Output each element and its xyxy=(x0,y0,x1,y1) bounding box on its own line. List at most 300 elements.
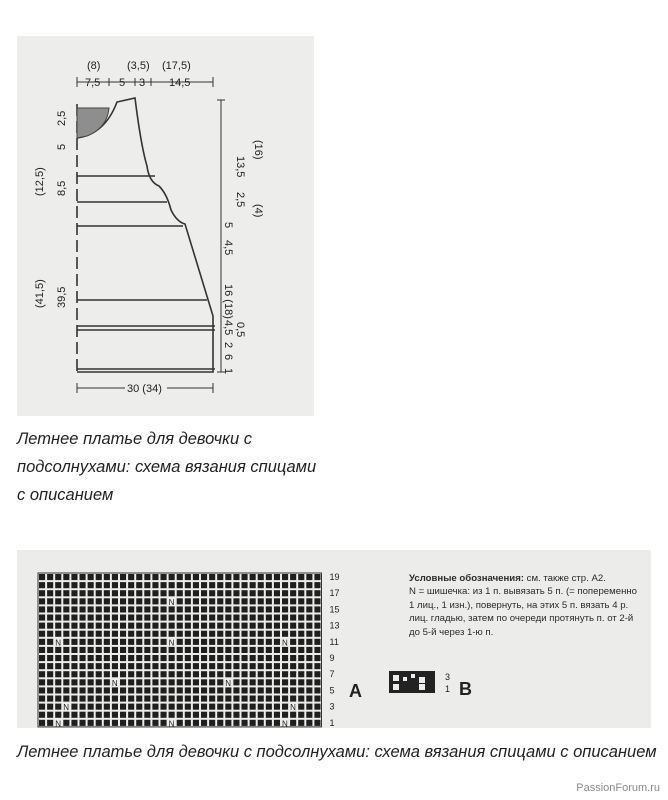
stitch-cell xyxy=(298,590,304,596)
stitch-cell xyxy=(306,631,312,637)
stitch-cell xyxy=(258,647,264,653)
stitch-cell xyxy=(80,663,86,669)
stitch-cell xyxy=(120,671,126,677)
stitch-cell xyxy=(177,590,183,596)
stitch-cell xyxy=(169,712,175,718)
stitch-cell xyxy=(71,696,77,702)
stitch-cell xyxy=(201,720,207,726)
legend-text: N = шишечка: из 1 п. вывязать 5 п. (= попеременно 1 лиц., 1 изн.), повернуть, на этих 5 п. вязать 4 р. лиц. гладью, затем по очереди протянуть п. от 2-й до 5-й через 1-ю п. xyxy=(409,586,637,638)
stitch-cell xyxy=(39,598,45,604)
stitch-cell xyxy=(274,663,280,669)
stitch-cell xyxy=(71,647,77,653)
stitch-cell xyxy=(314,598,320,604)
stitch-cell xyxy=(225,712,231,718)
bobble-symbol: N xyxy=(282,638,288,648)
stitch-cell xyxy=(282,631,288,637)
stitch-cell xyxy=(80,712,86,718)
stitch-cell xyxy=(306,679,312,685)
stitch-cell xyxy=(120,582,126,588)
stitch-cell xyxy=(233,574,239,580)
stitch-cell xyxy=(250,631,256,637)
stitch-cell xyxy=(144,615,150,621)
stitch-cell xyxy=(169,696,175,702)
stitch-cell xyxy=(185,655,191,661)
stitch-cell xyxy=(112,582,118,588)
stitch-cell xyxy=(306,696,312,702)
watermark: PassionForum.ru xyxy=(576,782,660,794)
stitch-cell xyxy=(225,623,231,629)
stitch-cell xyxy=(47,687,53,693)
stitch-cell xyxy=(306,720,312,726)
stitch-cell xyxy=(47,712,53,718)
stitch-cell xyxy=(161,704,167,710)
stitch-cell xyxy=(63,590,69,596)
stitch-cell xyxy=(88,615,94,621)
stitch-cell xyxy=(274,720,280,726)
stitch-cell xyxy=(47,671,53,677)
stitch-cell xyxy=(88,655,94,661)
stitch-cell xyxy=(169,671,175,677)
stitch-cell xyxy=(120,615,126,621)
stitch-cell xyxy=(80,655,86,661)
bobble-symbol: N xyxy=(282,719,288,728)
stitch-cell xyxy=(185,631,191,637)
stitch-cell xyxy=(290,631,296,637)
stitch-cell xyxy=(120,590,126,596)
stitch-cell xyxy=(144,704,150,710)
stitch-cell xyxy=(185,590,191,596)
stitch-cell xyxy=(185,712,191,718)
stitch-cell xyxy=(274,679,280,685)
stitch-cell xyxy=(233,655,239,661)
stitch-cell xyxy=(120,687,126,693)
stitch-cell xyxy=(152,582,158,588)
stitch-cell xyxy=(298,696,304,702)
stitch-cell xyxy=(128,606,134,612)
stitch-cell xyxy=(128,696,134,702)
stitch-cell xyxy=(185,574,191,580)
stitch-cell xyxy=(193,655,199,661)
stitch-cell xyxy=(242,582,248,588)
stitch-cell xyxy=(177,720,183,726)
stitch-cell xyxy=(88,623,94,629)
row-number: 3 xyxy=(329,701,335,712)
stitch-cell xyxy=(161,647,167,653)
stitch-cell xyxy=(185,623,191,629)
stitch-cell xyxy=(290,720,296,726)
stitch-cell xyxy=(88,687,94,693)
chart-b-row-3: 3 xyxy=(445,672,451,682)
stitch-cell xyxy=(274,631,280,637)
stitch-cell xyxy=(161,712,167,718)
bobble-symbol: N xyxy=(63,703,70,713)
stitch-cell xyxy=(242,663,248,669)
stitch-cell xyxy=(233,590,239,596)
stitch-cell xyxy=(282,663,288,669)
stitch-cell xyxy=(209,647,215,653)
stitch-cell xyxy=(120,631,126,637)
stitch-cell xyxy=(169,582,175,588)
stitch-cell xyxy=(39,720,45,726)
stitch-cell xyxy=(96,590,102,596)
stitch-cell xyxy=(55,671,61,677)
stitch-cell xyxy=(290,615,296,621)
stitch-cell xyxy=(242,606,248,612)
stitch-cell xyxy=(314,704,320,710)
bobble-symbol: N xyxy=(55,638,61,648)
stitch-cell xyxy=(217,623,223,629)
stitch-cell xyxy=(63,655,69,661)
stitch-cell xyxy=(177,574,183,580)
stitch-cell xyxy=(282,696,288,702)
stitch-cell xyxy=(250,704,256,710)
stitch-cell xyxy=(314,663,320,669)
stitch-cell xyxy=(217,704,223,710)
stitch-cell xyxy=(112,639,118,645)
stitch-cell xyxy=(217,671,223,677)
dress-schematic-svg xyxy=(17,36,314,416)
stitch-cell xyxy=(55,655,61,661)
stitch-cell xyxy=(152,720,158,726)
stitch-cell xyxy=(71,639,77,645)
stitch-cell xyxy=(96,671,102,677)
stitch-cell xyxy=(39,582,45,588)
stitch-cell xyxy=(266,704,272,710)
stitch-cell xyxy=(104,623,110,629)
stitch-cell xyxy=(104,574,110,580)
stitch-cell xyxy=(242,574,248,580)
stitch-cell xyxy=(128,615,134,621)
stitch-cell xyxy=(193,631,199,637)
stitch-cell xyxy=(177,639,183,645)
stitch-cell xyxy=(144,679,150,685)
bobble-symbol: N xyxy=(168,597,175,607)
stitch-cell xyxy=(225,647,231,653)
stitch-cell xyxy=(104,712,110,718)
stitch-cell xyxy=(306,671,312,677)
stitch-cell xyxy=(298,631,304,637)
stitch-cell xyxy=(185,720,191,726)
stitch-cell xyxy=(47,704,53,710)
bobble-symbol: N xyxy=(55,719,61,728)
stitch-cell xyxy=(217,574,223,580)
stitch-cell xyxy=(201,655,207,661)
stitch-cell xyxy=(161,590,167,596)
stitch-cell xyxy=(185,663,191,669)
stitch-cell xyxy=(39,696,45,702)
stitch-cell xyxy=(185,639,191,645)
stitch-cell xyxy=(233,712,239,718)
stitch-cell xyxy=(39,671,45,677)
stitch-cell xyxy=(152,590,158,596)
stitch-cell xyxy=(250,606,256,612)
stitch-cell xyxy=(136,663,142,669)
stitch-cell xyxy=(201,712,207,718)
stitch-cell xyxy=(185,696,191,702)
stitch-cell xyxy=(233,623,239,629)
stitch-cell xyxy=(201,679,207,685)
stitch-cell xyxy=(161,720,167,726)
left-label-upper-paren: (12,5) xyxy=(34,167,46,196)
stitch-cell xyxy=(274,615,280,621)
stitch-cell xyxy=(80,720,86,726)
top-label-paren-2: (3,5) xyxy=(127,60,150,72)
stitch-cell xyxy=(161,631,167,637)
stitch-cell xyxy=(201,696,207,702)
stitch-cell xyxy=(120,574,126,580)
stitch-cell xyxy=(266,590,272,596)
stitch-cell xyxy=(209,606,215,612)
stitch-cell xyxy=(266,696,272,702)
stitch-cell xyxy=(112,720,118,726)
dress-outline xyxy=(77,98,213,372)
stitch-cell xyxy=(242,712,248,718)
stitch-cell xyxy=(209,687,215,693)
stitch-cell xyxy=(274,590,280,596)
stitch-cell xyxy=(314,615,320,621)
stitch-cell xyxy=(217,598,223,604)
stitch-cell xyxy=(282,623,288,629)
stitch-cell xyxy=(314,679,320,685)
stitch-cell xyxy=(266,671,272,677)
stitch-cell xyxy=(136,623,142,629)
stitch-cell xyxy=(71,574,77,580)
right-label-top: 13,5 xyxy=(234,156,246,178)
stitch-cell xyxy=(298,720,304,726)
stitch-cell xyxy=(258,582,264,588)
stitch-cell xyxy=(266,712,272,718)
stitch-cell xyxy=(71,598,77,604)
stitch-cell xyxy=(88,582,94,588)
stitch-cell xyxy=(161,639,167,645)
stitch-cell xyxy=(120,696,126,702)
stitch-cell xyxy=(47,696,53,702)
stitch-cell xyxy=(242,639,248,645)
stitch-cell xyxy=(120,606,126,612)
stitch-cell xyxy=(128,631,134,637)
stitch-cell xyxy=(152,663,158,669)
stitch-cell xyxy=(47,606,53,612)
stitch-cell xyxy=(47,639,53,645)
stitch-cell xyxy=(71,623,77,629)
row-number: 9 xyxy=(329,653,335,663)
stitch-cell xyxy=(298,598,304,604)
stitch-cell xyxy=(177,582,183,588)
stitch-cell xyxy=(209,598,215,604)
stitch-cell xyxy=(233,663,239,669)
stitch-cell xyxy=(96,696,102,702)
stitch-cell xyxy=(112,687,118,693)
stitch-cell xyxy=(104,720,110,726)
row-number: 19 xyxy=(329,572,340,582)
bobble-symbol: N xyxy=(168,638,175,648)
stitch-cell xyxy=(63,720,69,726)
stitch-cell xyxy=(266,631,272,637)
stitch-cell xyxy=(217,663,223,669)
stitch-cell xyxy=(177,655,183,661)
stitch-cell xyxy=(152,704,158,710)
stitch-cell xyxy=(185,704,191,710)
stitch-cell xyxy=(96,615,102,621)
stitch-cell xyxy=(120,639,126,645)
stitch-cell xyxy=(55,623,61,629)
stitch-cell xyxy=(169,655,175,661)
stitch-cell xyxy=(306,582,312,588)
stitch-cell xyxy=(104,647,110,653)
stitch-cell xyxy=(128,663,134,669)
stitch-cell xyxy=(225,663,231,669)
left-label-top-a: 5 xyxy=(56,143,68,150)
stitch-cell xyxy=(71,704,77,710)
stitch-cell xyxy=(274,712,280,718)
stitch-cell xyxy=(128,655,134,661)
stitch-cell xyxy=(209,679,215,685)
stitch-cell xyxy=(177,671,183,677)
stitch-cell xyxy=(274,623,280,629)
stitch-cell xyxy=(96,663,102,669)
stitch-cell xyxy=(290,671,296,677)
stitch-cell xyxy=(96,598,102,604)
stitch-cell xyxy=(217,631,223,637)
stitch-cell xyxy=(250,712,256,718)
stitch-cell xyxy=(242,623,248,629)
stitch-cell xyxy=(144,598,150,604)
stitch-cell xyxy=(242,590,248,596)
stitch-cell xyxy=(290,590,296,596)
stitch-cell xyxy=(55,704,61,710)
stitch-cell xyxy=(47,720,53,726)
stitch-cell xyxy=(104,687,110,693)
right-label-six: 6 xyxy=(222,354,234,361)
stitch-cell xyxy=(290,687,296,693)
stitch-cell xyxy=(274,696,280,702)
stitch-cell xyxy=(112,574,118,580)
stitch-cell xyxy=(88,712,94,718)
stitch-cell xyxy=(193,720,199,726)
stitch-cell xyxy=(161,696,167,702)
stitch-cell xyxy=(233,631,239,637)
stitch-cell xyxy=(120,663,126,669)
stitch-cell xyxy=(47,598,53,604)
chart-grid xyxy=(38,573,322,728)
stitch-cell xyxy=(136,720,142,726)
stitch-cell xyxy=(104,631,110,637)
stitch-cell xyxy=(80,590,86,596)
stitch-cell xyxy=(282,679,288,685)
stitch-cell xyxy=(120,647,126,653)
stitch-cell xyxy=(193,712,199,718)
stitch-cell xyxy=(104,663,110,669)
stitch-cell xyxy=(233,598,239,604)
stitch-cell xyxy=(250,574,256,580)
stitch-cell xyxy=(169,679,175,685)
stitch-cell xyxy=(258,696,264,702)
stitch-cell xyxy=(39,606,45,612)
stitch-cell xyxy=(71,606,77,612)
stitch-cell xyxy=(209,574,215,580)
stitch-cell xyxy=(39,679,45,685)
stitch-cell xyxy=(258,631,264,637)
stitch-cell xyxy=(80,574,86,580)
stitch-cell xyxy=(298,574,304,580)
stitch-cell xyxy=(193,606,199,612)
row-number: 1 xyxy=(329,717,335,728)
stitch-cell xyxy=(314,696,320,702)
stitch-cell xyxy=(80,623,86,629)
stitch-cell xyxy=(112,606,118,612)
stitch-cell xyxy=(250,598,256,604)
stitch-cell xyxy=(39,639,45,645)
stitch-cell xyxy=(71,687,77,693)
stitch-cell xyxy=(55,615,61,621)
stitch-cell xyxy=(96,582,102,588)
stitch-cell xyxy=(209,623,215,629)
stitch-cell xyxy=(161,615,167,621)
stitch-cell xyxy=(128,639,134,645)
stitch-cell xyxy=(144,606,150,612)
right-label-mid: 2,5 xyxy=(234,192,246,208)
stitch-cell xyxy=(71,615,77,621)
stitch-cell xyxy=(314,720,320,726)
stitch-cell xyxy=(209,615,215,621)
stitch-cell xyxy=(80,615,86,621)
stitch-cell xyxy=(128,687,134,693)
stitch-cell xyxy=(63,687,69,693)
stitch-cell xyxy=(136,679,142,685)
stitch-cell xyxy=(152,712,158,718)
stitch-cell xyxy=(169,631,175,637)
stitch-cell xyxy=(306,574,312,580)
stitch-cell xyxy=(104,582,110,588)
stitch-cell xyxy=(144,696,150,702)
stitch-cell xyxy=(258,598,264,604)
stitch-cell xyxy=(233,582,239,588)
stitch-cell xyxy=(144,590,150,596)
stitch-cell xyxy=(209,582,215,588)
stitch-cell xyxy=(290,574,296,580)
stitch-cell xyxy=(71,582,77,588)
stitch-cell xyxy=(314,623,320,629)
stitch-cell xyxy=(55,606,61,612)
stitch-cell xyxy=(112,704,118,710)
stitch-cell xyxy=(144,655,150,661)
stitch-cell xyxy=(258,704,264,710)
stitch-cell xyxy=(282,590,288,596)
stitch-cell xyxy=(298,615,304,621)
top-label-seg1: 7,5 xyxy=(85,77,101,89)
stitch-cell xyxy=(250,687,256,693)
stitch-cell xyxy=(136,704,142,710)
stitch-cell xyxy=(282,598,288,604)
stitch-cell xyxy=(39,647,45,653)
stitch-cell xyxy=(266,615,272,621)
stitch-cell xyxy=(71,663,77,669)
stitch-cell xyxy=(71,631,77,637)
stitch-cell xyxy=(112,655,118,661)
stitch-cell xyxy=(266,655,272,661)
stitch-cell xyxy=(193,679,199,685)
top-label-seg4: 14,5 xyxy=(169,77,191,89)
stitch-cell xyxy=(128,671,134,677)
stitch-cell xyxy=(225,631,231,637)
stitch-cell xyxy=(128,712,134,718)
stitch-cell xyxy=(258,720,264,726)
stitch-cell xyxy=(282,655,288,661)
stitch-cell xyxy=(152,639,158,645)
stitch-cell xyxy=(306,712,312,718)
stitch-cell xyxy=(88,696,94,702)
right-label-one: 1 xyxy=(222,368,234,375)
